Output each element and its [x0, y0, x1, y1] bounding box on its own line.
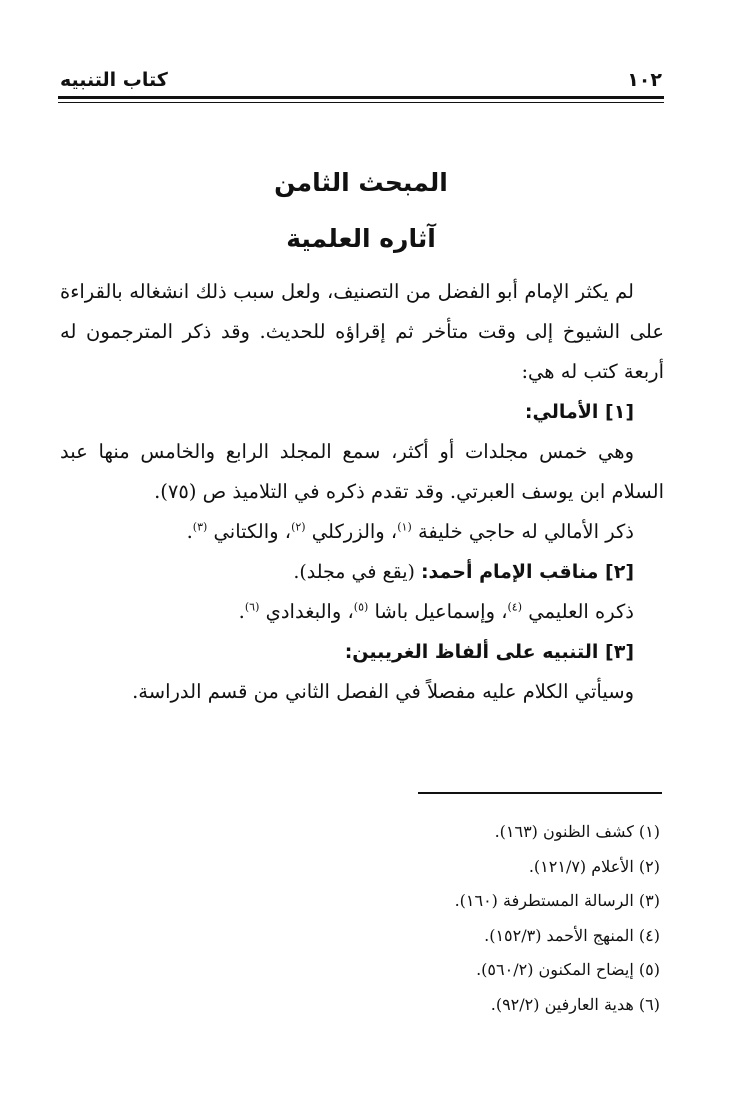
- work-1-mentions: ذكر الأمالي له حاجي خليفة $^{(١)}$، والزركلي $^{(٢)}$، والكتاني $^{(٣)}$.: [186, 520, 634, 543]
- work-2-mentions: ذكره العليمي $^{(٤)}$، وإسماعيل باشا $^{(٥)}$، والبغدادي $^{(٦)}$.: [238, 600, 634, 623]
- footnote-ref[interactable]: (٢): [291, 520, 306, 534]
- footnote-ref[interactable]: (٥): [353, 600, 369, 614]
- footnote-ref[interactable]: (٤): [507, 600, 523, 614]
- work-heading-3: [٣] التنبيه على ألفاظ الغريبين:: [344, 641, 634, 663]
- footnote-ref[interactable]: (١): [397, 520, 412, 534]
- book-title: كتاب التنبيه: [60, 69, 168, 91]
- page-number: ١٠٢: [627, 69, 662, 91]
- footnote-3: (٣) الرسالة المستطرفة (١٦٠).: [454, 891, 660, 910]
- work-3-description: وسيأتي الكلام عليه مفصلاً في الفصل الثاني من قسم الدراسة.: [132, 680, 634, 703]
- work-1-description: وهي خمس مجلدات أو أكثر، سمع المجلد الرابع والخامس منها عبد السلام ابن يوسف العبرتي. وقد تقدم ذكره في التلاميذ ص (٧٥).: [60, 440, 664, 503]
- footnote-6: (٦) هدية العارفين (٩٢/٢).: [490, 994, 660, 1014]
- work-heading-2: [٢] مناقب الإمام أحمد: (يقع في مجلد).: [293, 561, 634, 583]
- section-subtitle: آثاره العلمية: [286, 224, 436, 253]
- footnote-separator: [418, 792, 662, 794]
- footnotes: [320, 815, 660, 1022]
- body-text: [60, 272, 664, 712]
- header-rule-thick: [58, 96, 664, 99]
- work-heading-1: [١] الأمالي:: [524, 401, 634, 423]
- running-header: [60, 66, 662, 94]
- footnote-1: (١) كشف الظنون (١٦٣).: [494, 822, 660, 841]
- footnote-2: (٢) الأعلام (١٢١/٧).: [528, 856, 660, 876]
- footnote-ref[interactable]: (٦): [244, 600, 260, 614]
- section-title: المبحث الثامن: [274, 168, 448, 197]
- footnote-4: (٤) المنهج الأحمد (١٥٢/٣).: [484, 925, 660, 945]
- header-rule-thin: [58, 102, 664, 103]
- footnote-5: (٥) إيضاح المكنون (٥٦٠/٢).: [476, 960, 660, 979]
- footnote-ref[interactable]: (٣): [192, 520, 208, 534]
- work-2-note: (يقع في مجلد).: [293, 561, 421, 583]
- intro-paragraph: لم يكثر الإمام أبو الفضل من التصنيف، ولعل سبب ذلك انشغاله بالقراءة على الشيوخ إلى وقت متأخر ثم إقراؤه للحديث. وقد ذكر المترجمون له أربعة كتب له هي:: [60, 280, 664, 383]
